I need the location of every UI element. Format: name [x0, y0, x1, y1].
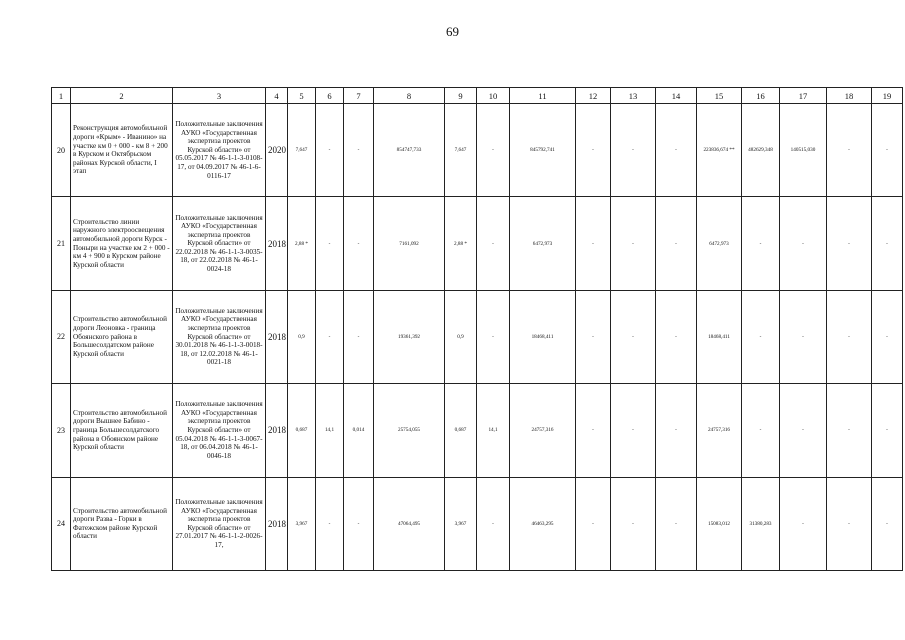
table-cell: - — [656, 290, 697, 383]
col-header: 14 — [656, 88, 697, 104]
table-cell: - — [344, 104, 374, 197]
row-index: 22 — [52, 290, 71, 383]
object-name: Реконструкция автомобильной дороги «Крым» - Иванино» на участке км 0 + 000 - км 8 + 200 в Курском и Октябрьском районах Курской области, I этап — [71, 104, 173, 197]
table-cell: 18468,411 — [510, 290, 576, 383]
col-header: 12 — [576, 88, 611, 104]
col-header: 18 — [827, 88, 872, 104]
row-index: 21 — [52, 197, 71, 290]
table-cell: 25754,055 — [374, 384, 445, 477]
object-name: Строительство автомобильной дороги Разва - Горки в Фатежском районе Курской области — [71, 477, 173, 570]
table-cell: 3,967 — [445, 477, 477, 570]
table-cell: - — [827, 290, 872, 383]
table-cell: - — [316, 290, 344, 383]
table-cell: 223836,674 ** — [697, 104, 742, 197]
table-cell: 24757,316 — [510, 384, 576, 477]
approval-documents: Положительные заключения АУКО «Государственная экспертиза проектов Курской области» от 22.02.2018 № 46-1-1-3-0035-18, от 22.02.2018 № 46-1-0024-18 — [173, 197, 266, 290]
table-cell: - — [872, 104, 903, 197]
table-cell: 2,88 * — [445, 197, 477, 290]
col-header: 6 — [316, 88, 344, 104]
table-cell: 845792,741 — [510, 104, 576, 197]
table-row — [52, 290, 903, 383]
table-cell: - — [576, 104, 611, 197]
col-header: 9 — [445, 88, 477, 104]
table-cell: - — [611, 104, 656, 197]
table-cell: - — [827, 477, 872, 570]
table-cell: - — [780, 477, 827, 570]
table-cell: - — [611, 384, 656, 477]
table-cell: - — [742, 384, 780, 477]
object-name: Строительство автомобильной дороги Леоновка - граница Обоянского района в Большесолдатском районе Курской области — [71, 290, 173, 383]
table-cell: - — [780, 384, 827, 477]
year-cell: 2018 — [266, 384, 288, 477]
table-cell: 854747,733 — [374, 104, 445, 197]
table-cell: - — [656, 197, 697, 290]
approval-documents: Положительные заключения АУКО «Государственная экспертиза проектов Курской области» от 27.01.2017 № 46-1-1-2-0026-17, — [173, 477, 266, 570]
header-row — [52, 88, 903, 104]
table-row — [52, 197, 903, 290]
table-cell: 140515,030 — [780, 104, 827, 197]
year-cell: 2018 — [266, 477, 288, 570]
table-cell: 0,9 — [288, 290, 316, 383]
object-name: Строительство линии наружного электроосвещения автомобильной дороги Курск - Поныри на участке км 2 + 000 - км 4 + 900 в Курском районе Курской области — [71, 197, 173, 290]
table-cell: 47064,495 — [374, 477, 445, 570]
table-cell: - — [344, 477, 374, 570]
table-cell: - — [344, 197, 374, 290]
col-header: 1 — [52, 88, 71, 104]
table-row — [52, 477, 903, 570]
table-cell: 6472,973 — [697, 197, 742, 290]
table-cell: 14,1 — [316, 384, 344, 477]
table-cell: - — [742, 290, 780, 383]
table-cell: 2,88 * — [288, 197, 316, 290]
table-cell: - — [477, 290, 510, 383]
table-cell: 31380,283 — [742, 477, 780, 570]
year-cell: 2018 — [266, 290, 288, 383]
data-table — [51, 87, 903, 571]
col-header: 11 — [510, 88, 576, 104]
table-cell: - — [780, 290, 827, 383]
table-cell: - — [576, 477, 611, 570]
table-cell: - — [316, 477, 344, 570]
col-header: 19 — [872, 88, 903, 104]
table-cell: - — [827, 104, 872, 197]
table-cell: - — [611, 477, 656, 570]
col-header: 7 — [344, 88, 374, 104]
table-cell: - — [656, 104, 697, 197]
page-number: 69 — [446, 24, 459, 39]
table-cell: 0,687 — [288, 384, 316, 477]
col-header: 4 — [266, 88, 288, 104]
table-cell: 0,014 — [344, 384, 374, 477]
table-cell: 18468,411 — [697, 290, 742, 383]
table-cell: - — [611, 290, 656, 383]
row-index: 24 — [52, 477, 71, 570]
col-header: 16 — [742, 88, 780, 104]
table-cell: 0,9 — [445, 290, 477, 383]
year-cell: 2020 — [266, 104, 288, 197]
table-cell: 46463,295 — [510, 477, 576, 570]
year-cell: 2018 — [266, 197, 288, 290]
col-header: 2 — [71, 88, 173, 104]
table-cell: 7,647 — [288, 104, 316, 197]
col-header: 13 — [611, 88, 656, 104]
table-cell: 24757,316 — [697, 384, 742, 477]
table-row — [52, 104, 903, 197]
col-header: 8 — [374, 88, 445, 104]
table-cell: - — [477, 477, 510, 570]
table-cell: - — [611, 197, 656, 290]
table-cell: 0,687 — [445, 384, 477, 477]
row-index: 23 — [52, 384, 71, 477]
table-cell: 482629,348 — [742, 104, 780, 197]
table-cell: - — [576, 197, 611, 290]
table-cell: - — [344, 290, 374, 383]
table-row — [52, 384, 903, 477]
table-cell: - — [477, 197, 510, 290]
table-cell: - — [872, 197, 903, 290]
table-cell: - — [872, 384, 903, 477]
table-cell: - — [576, 290, 611, 383]
col-header: 3 — [173, 88, 266, 104]
table-cell: 15083,012 — [697, 477, 742, 570]
table-cell: - — [316, 104, 344, 197]
table-cell: - — [780, 197, 827, 290]
table-cell: 19361,392 — [374, 290, 445, 383]
table-cell: - — [872, 290, 903, 383]
table-cell: - — [477, 104, 510, 197]
object-name: Строительство автомобильной дороги Вышнее Бабино - граница Большесолдатского района в Обоянском районе Курской области — [71, 384, 173, 477]
table-cell: 14,1 — [477, 384, 510, 477]
table-cell: - — [656, 477, 697, 570]
col-header: 17 — [780, 88, 827, 104]
table-cell: - — [316, 197, 344, 290]
table-cell: - — [827, 384, 872, 477]
table-cell: - — [656, 384, 697, 477]
row-index: 20 — [52, 104, 71, 197]
table-cell: - — [576, 384, 611, 477]
table-cell: - — [742, 197, 780, 290]
table-cell: - — [872, 477, 903, 570]
approval-documents: Положительные заключения АУКО «Государственная экспертиза проектов Курской области» от 30.01.2018 № 46-1-1-3-0018-18, от 12.02.2018 № 46-1-0021-18 — [173, 290, 266, 383]
approval-documents: Положительные заключения АУКО «Государственная экспертиза проектов Курской области» от 05.05.2017 № 46-1-1-3-0108-17, от 04.09.2017 № 46-1-6-0116-17 — [173, 104, 266, 197]
table-cell: 7161,092 — [374, 197, 445, 290]
table-cell: 3,967 — [288, 477, 316, 570]
col-header: 15 — [697, 88, 742, 104]
col-header: 10 — [477, 88, 510, 104]
approval-documents: Положительные заключения АУКО «Государственная экспертиза проектов Курской области» от 05.04.2018 № 46-1-1-3-0067-18, от 06.04.2018 № 46-1-0046-18 — [173, 384, 266, 477]
table-cell: - — [827, 197, 872, 290]
col-header: 5 — [288, 88, 316, 104]
table-cell: 7,647 — [445, 104, 477, 197]
table-cell: 6472,973 — [510, 197, 576, 290]
